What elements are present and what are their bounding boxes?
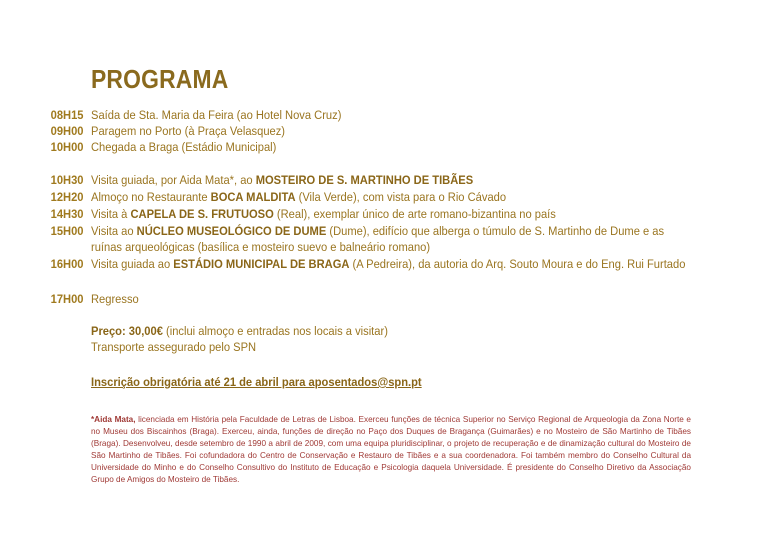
price-label: Preço: 30,00€: [91, 324, 163, 338]
schedule-place-name: MOSTEIRO DE S. MARTINHO DE TIBÃES: [255, 173, 474, 187]
schedule-description: [91, 256, 686, 272]
page-title: PROGRAMA: [91, 64, 229, 94]
price-note: (inclui almoço e entradas nos locais a visitar): [162, 324, 388, 338]
schedule-text: (Real), exemplar único de arte romano-bizantina no país: [273, 207, 556, 221]
schedule-description: [91, 172, 631, 188]
schedule-text: (Vila Verde), com vista para o Rio Cávado: [295, 190, 507, 204]
schedule-description: [91, 291, 631, 307]
schedule-place-name: BOCA MALDITA: [210, 190, 296, 204]
schedule-text: Visita à: [91, 207, 131, 221]
schedule-place-name: ESTÁDIO MUNICIPAL DE BRAGA: [173, 257, 350, 271]
schedule-time: 12H20: [51, 190, 84, 204]
schedule-time: 09H00: [51, 124, 84, 138]
price-line: [91, 323, 388, 339]
schedule-time: 17H00: [51, 292, 84, 306]
schedule-text: Visita ao: [91, 224, 137, 238]
schedule-text: (A Pedreira), da autoria do Arq. Souto Moura e do Eng. Rui Furtado: [349, 257, 686, 271]
schedule-description: [91, 139, 631, 155]
schedule-description: [91, 206, 631, 222]
schedule-time: 15H00: [51, 224, 84, 238]
schedule-description: [91, 107, 631, 123]
schedule-time: 08H15: [51, 108, 84, 122]
schedule-time: 14H30: [51, 207, 84, 221]
schedule-text: Saída de Sta. Maria da Feira (ao Hotel Nova Cruz): [91, 108, 342, 122]
schedule-time: 10H00: [51, 140, 84, 154]
schedule-text: Almoço no Restaurante: [91, 190, 211, 204]
schedule-description: [91, 189, 631, 205]
schedule-text: Regresso: [91, 292, 139, 306]
schedule-text: ruínas arqueológicas (basílica e mosteiro suevo e balneário romano): [91, 240, 431, 254]
schedule-place-name: CAPELA DE S. FRUTUOSO: [130, 207, 274, 221]
schedule-text: Chegada a Braga (Estádio Municipal): [91, 140, 277, 154]
schedule-time: 10H30: [51, 173, 84, 187]
schedule-text: Visita guiada, por Aida Mata*, ao: [91, 173, 256, 187]
schedule-text: Paragem no Porto (à Praça Velasquez): [91, 124, 286, 138]
footnote-text: licenciada em História pela Faculdade de Letras de Lisboa. Exerceu funções de técnica Superior no Serviço Regional de Arqueologia da Zona Norte e no Museu dos Biscainhos (Braga). Exerceu, ainda, funções de direção no Paço dos Duques de Bragança (Guimarães) e no Mosteiro de São Martinho de Tibães (Braga). Desenvolveu, desde setembro de 1990 a abril de 2009, com uma equipa pluridisciplinar, o projeto de recuperação e de dinamização cultural do Mosteiro de São Martinho de Tibães. Foi cofundadora do Centro de Conservação e Restauro de Tibães e a sua coordenadora. Foi também membro do Conselho Cultural da Universidade do Minho e do Conselho Consultivo do Instituto de Educação e Psicologia daquela Universidade. É presidente do Conselho Diretivo da Associação Grupo de Amigos do Mosteiro de Tibães.: [91, 415, 691, 484]
footnote-name: *Aida Mata,: [91, 415, 136, 424]
inscription-link[interactable]: Inscrição obrigatória até 21 de abril para aposentados@spn.pt: [91, 375, 422, 389]
schedule-time: 16H00: [51, 257, 84, 271]
schedule-text: (Dume), edifício que alberga o túmulo de S. Martinho de Dume e as: [326, 224, 665, 238]
schedule-description: [91, 239, 631, 255]
footnote: [91, 414, 691, 486]
transport-line: Transporte assegurado pelo SPN: [91, 340, 257, 354]
schedule-place-name: NÚCLEO MUSEOLÓGICO DE DUME: [136, 224, 327, 238]
schedule-description: [91, 223, 665, 239]
schedule-description: [91, 123, 631, 139]
schedule-text: Visita guiada ao: [91, 257, 174, 271]
